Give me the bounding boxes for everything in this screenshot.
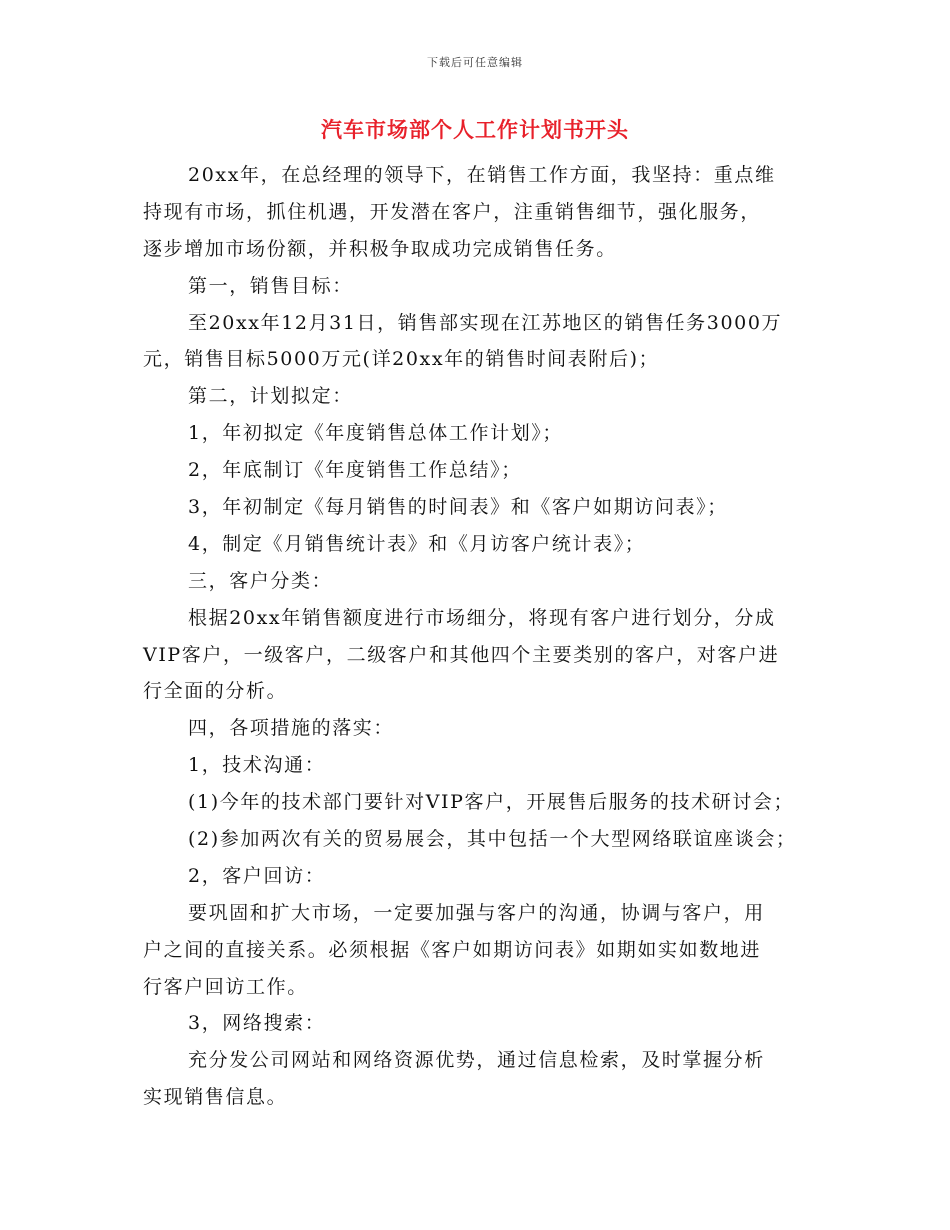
document-title: 汽车市场部个人工作计划书开头 bbox=[321, 117, 629, 142]
subsection-heading: 2，客户回访： bbox=[188, 864, 326, 887]
page-header-note: 下载后可任意编辑 bbox=[427, 56, 523, 69]
section-heading: 三，客户分类： bbox=[188, 569, 333, 592]
body-line: 行客户回访工作。 bbox=[143, 975, 308, 998]
body-line: 充分发公司网站和网络资源优势，通过信息检索，及时掌握分析 bbox=[188, 1049, 765, 1072]
body-line: 户之间的直接关系。必须根据《客户如期访问表》如期如实如数地进 bbox=[143, 938, 762, 961]
section-heading: 第二，计划拟定： bbox=[188, 385, 353, 408]
list-item: 4，制定《月销售统计表》和《月访客户统计表》； bbox=[188, 532, 646, 555]
list-item: 2，年底制订《年度销售工作总结》； bbox=[188, 459, 522, 482]
body-line: 实现销售信息。 bbox=[143, 1086, 288, 1109]
list-item: 3，年初制定《每月销售的时间表》和《客户如期访问表》； bbox=[188, 496, 728, 519]
body-line: 20xx年，在总经理的领导下，在销售工作方面，我坚持：重点维 bbox=[188, 164, 776, 186]
subsection-heading: 3，网络搜索： bbox=[188, 1012, 326, 1035]
body-line: 元，销售目标5000万元(详20xx年的销售时间表附后)； bbox=[143, 348, 660, 371]
subsection-heading: 1，技术沟通： bbox=[188, 754, 326, 777]
list-item: (1)今年的技术部门要针对VIP客户，开展售后服务的技术研讨会； bbox=[188, 791, 795, 814]
section-heading: 第一，销售目标： bbox=[188, 274, 353, 297]
body-line: 行全面的分析。 bbox=[143, 680, 288, 703]
section-heading: 四，各项措施的落实： bbox=[188, 717, 395, 740]
document-body bbox=[143, 157, 823, 1116]
body-line: 逐步增加市场份额，并积极争取成功完成销售任务。 bbox=[143, 237, 617, 260]
body-line: 根据20xx年销售额度进行市场细分，将现有客户进行划分，分成 bbox=[188, 606, 776, 629]
list-item: 1，年初拟定《年度销售总体工作计划》； bbox=[188, 422, 563, 445]
list-item: (2)参加两次有关的贸易展会，其中包括一个大型网络联谊座谈会； bbox=[188, 828, 797, 851]
body-line: 持现有市场，抓住机遇，开发潜在客户，注重销售细节，强化服务， bbox=[143, 200, 762, 223]
body-line: 至20xx年12月31日，销售部实现在江苏地区的销售任务3000万 bbox=[188, 311, 783, 334]
body-line: VIP客户，一级客户，二级客户和其他四个主要类别的客户，对客户进 bbox=[143, 643, 780, 666]
body-line: 要巩固和扩大市场，一定要加强与客户的沟通，协调与客户，用 bbox=[188, 901, 765, 924]
